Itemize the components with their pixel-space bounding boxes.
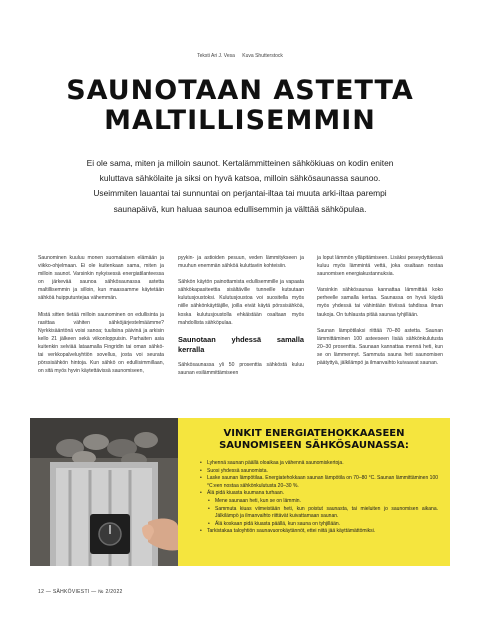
photo-credit: Kuva Shutterstock [242, 53, 283, 59]
tips-title-line-1: VINKIT ENERGIATEHOKKAASEEN [223, 428, 405, 439]
tips-list [190, 460, 438, 536]
article-ingress: Ei ole sama, miten ja milloin saunot. Kertalämmitteinen sähkökiuas on kodin eniten kuluttava sähkölaite ja siksi on hyvä katsoa, milloin sähkösaunassa saunoo. Useimmiten lauantai tai sunnuntai on perjantai-iltaa tai muuta arki-iltaa parempi saunapäivä, kun haluaa saunoa edullisemmin ja välttää sähköpulaa. [86, 158, 394, 214]
body-column-3 [317, 254, 443, 375]
paragraph: Varsinkin sähkösaunaa kannattaa lämmittää koko perheelle samalla kertaa. Saunassa on hyvä käydä myös yhdessä tai vähintään tiiviissä tahdissa ilman taukoja. On tuhlausta pitää saunaa tyhjillään. [317, 287, 443, 318]
paragraph: pyykin- ja astioiden pesuun, veden lämmitykseen ja muuhun enemmän sähköä kuluttaviin kohteisiin. [178, 255, 304, 270]
paragraph: Sähkösaunassa yli 50 prosenttia sähköstä kuluu saunan esilämmittämiseen [178, 361, 304, 376]
tip-item: • Suosi yhdessä saunomista. [200, 468, 438, 476]
paragraph: Saunominen kuuluu monen suomalaisen elämään ja viikko-ohjelmaan. Ei ole kuitenkaan sama, miten ja milloin saunot. Varsinkin nykyisessä energiatilanteessa on järkevää saunoa sähkösaunassa astetta maltillisemmin ja silloin, kun maassamme käytetään sähköä huipputuntejaa vähemmän. [38, 255, 164, 302]
paragraph: Saunan lämpötilaksi riittää 70–80 astetta. Saunan lämmittäminen 100 asteeseen lisää sähkönkulutusta 20–30 prosenttia. Saunaan kannattaa mennä heti, kun se on lämmennyt. Sammuta sauna heti saunomisen päätyttyä, jälkilämpö ja ilmanvaihto kuivaavat saunan. [317, 327, 443, 367]
body-column-2 [178, 254, 304, 385]
tip-subitem: • Mene saunaan heti, kun se on lämmin. [208, 498, 438, 506]
headline-line-1: SAUNOTAAN ASTETTA [66, 75, 414, 106]
text-credit: Teksti Ari J. Vesa [197, 53, 235, 59]
tips-title [190, 428, 438, 452]
tips-title-line-2: SAUNOMISEEN SÄHKÖSAUNASSA: [219, 440, 409, 451]
energy-tips-box [178, 418, 450, 566]
paragraph: Mistä sitten tietää milloin saunominen on edullisinta ja rasittaa vähiten sähköjärjestelmäämme? Nyrkkisääntönä voisi sanoa; tuulisina päivinä ja arkisin kello 21 jälkeen sekä viikonloppuisin. Parhaiten asia kuitenkin selviää lataamalla Fingridin tai oman sähkö- tai verkkopalveluyhtiön sovellus, josta voi seurata pörssisähkön hintoja. Kun sähkö on edullisimmillaan, on sitä myös hyvin käytettävissä saunomiseen, [38, 311, 164, 375]
sauna-stove-photo [30, 418, 178, 566]
tip-subitem: • Sammuta kiuas viimeistään heti, kun poistut saunasta, tai mieluiten jo saunomisen aikana. Jälkilämpö ja ilmanvaihto riittävät kuivattamaan saunan. [208, 506, 438, 521]
body-column-1 [38, 254, 164, 383]
photo-credits [0, 53, 480, 59]
headline-line-2: MALTILLISEMMIN [104, 105, 376, 136]
subheading: Saunotaan yhdessä samalla kerralla [178, 334, 304, 354]
paragraph: Sähkön käytön painottamista edullisemmille ja vapaata sähkökapasiteettia sisältäville tunneille kutsutaan kulutusjoustoksi. Kulutusjoustoa voi suositella myös niille sähkönkäyttäjille, joilla eivät käytä pörssisähköä, koska kulutusjoustolla ehkäistään osaltaan myös mahdollista sähköpulaa. [178, 279, 304, 326]
article-headline [30, 76, 450, 136]
tip-item: • Tarkistakaa taloyhtiön saunavuorokäytännöt, ettei niitä jää käyttämättömiksi. [200, 528, 438, 536]
tip-item: • Laske saunan lämpötilaa. Energiatehokkaan saunan lämpötila on 70–80 °C. Saunan lämmittäminen 100 °C:een nostaa sähkönkulutusta 20–30 %. [200, 475, 438, 490]
tip-subitem: • Älä koskaan pidä kiuasta päällä, kun sauna on tyhjillään. [208, 521, 438, 529]
paragraph: ja loput lämmön ylläpitämiseen. Lisäksi peseydyttäessä kuluu myös lämmintä vettä, joka osaltaan nostaa saunomisen energiakustannuksia. [317, 255, 443, 278]
sauna-stove-illustration [30, 418, 178, 566]
page-footer: 12 — SÄHKÖVIESTI — № 2/2022 [38, 589, 123, 595]
tip-item: • Lyhennä saunan päällä oloaikaa ja vähennä saunomiskertoja. [200, 460, 438, 468]
tip-item: • Älä pidä kiuasta kuumana turhaan. [200, 490, 438, 498]
